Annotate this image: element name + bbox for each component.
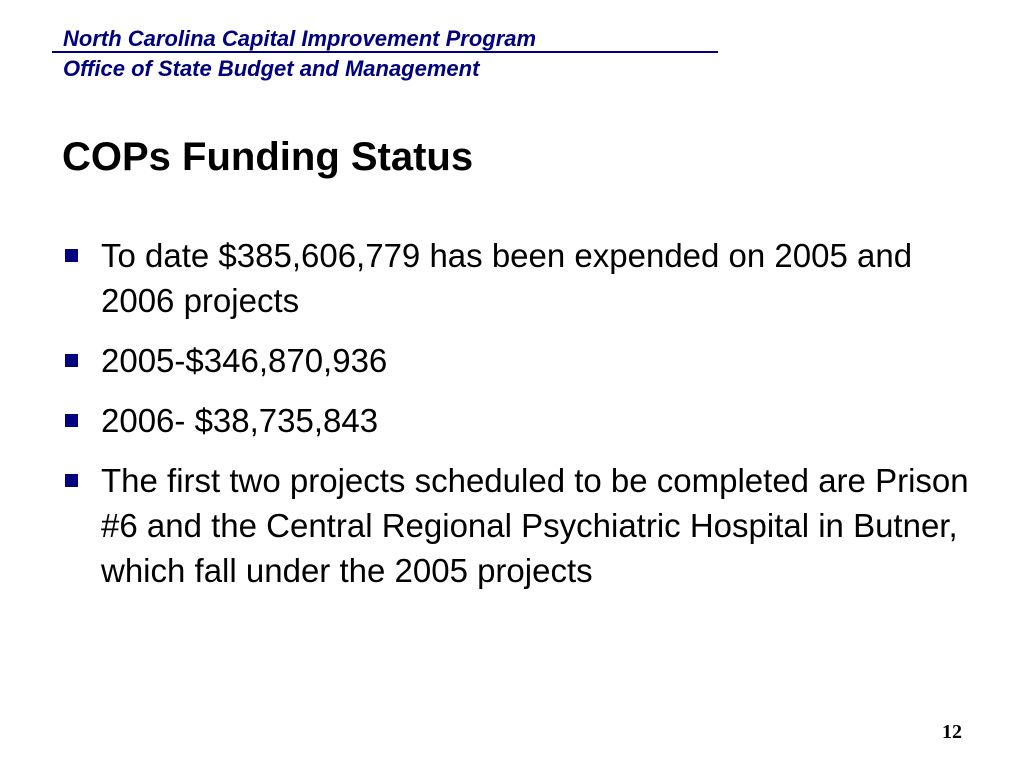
bullet-text: 2006- $38,735,843 — [101, 402, 379, 439]
bullet-text: To date $385,606,779 has been expended on 2005 and 2006 projects — [101, 237, 913, 319]
square-bullet-icon — [65, 249, 78, 262]
bullet-list — [62, 233, 982, 608]
bullet-item — [62, 338, 982, 383]
bullet-item — [62, 398, 982, 443]
bullet-item — [62, 233, 982, 323]
square-bullet-icon — [65, 414, 78, 427]
bullet-text: 2005-$346,870,936 — [101, 342, 388, 379]
program-name: North Carolina Capital Improvement Program — [52, 27, 718, 53]
bullet-text: The first two projects scheduled to be completed are Prison #6 and the Central Regional Psychiatric Hospital in Butner, which fall under the 2005 projects — [101, 462, 969, 589]
page-number: 12 — [942, 721, 962, 743]
square-bullet-icon — [65, 474, 78, 487]
slide-header — [52, 27, 718, 83]
bullet-item — [62, 458, 982, 593]
square-bullet-icon — [65, 354, 78, 367]
office-name: Office of State Budget and Management — [63, 56, 480, 81]
slide-title: COPs Funding Status — [62, 135, 474, 179]
